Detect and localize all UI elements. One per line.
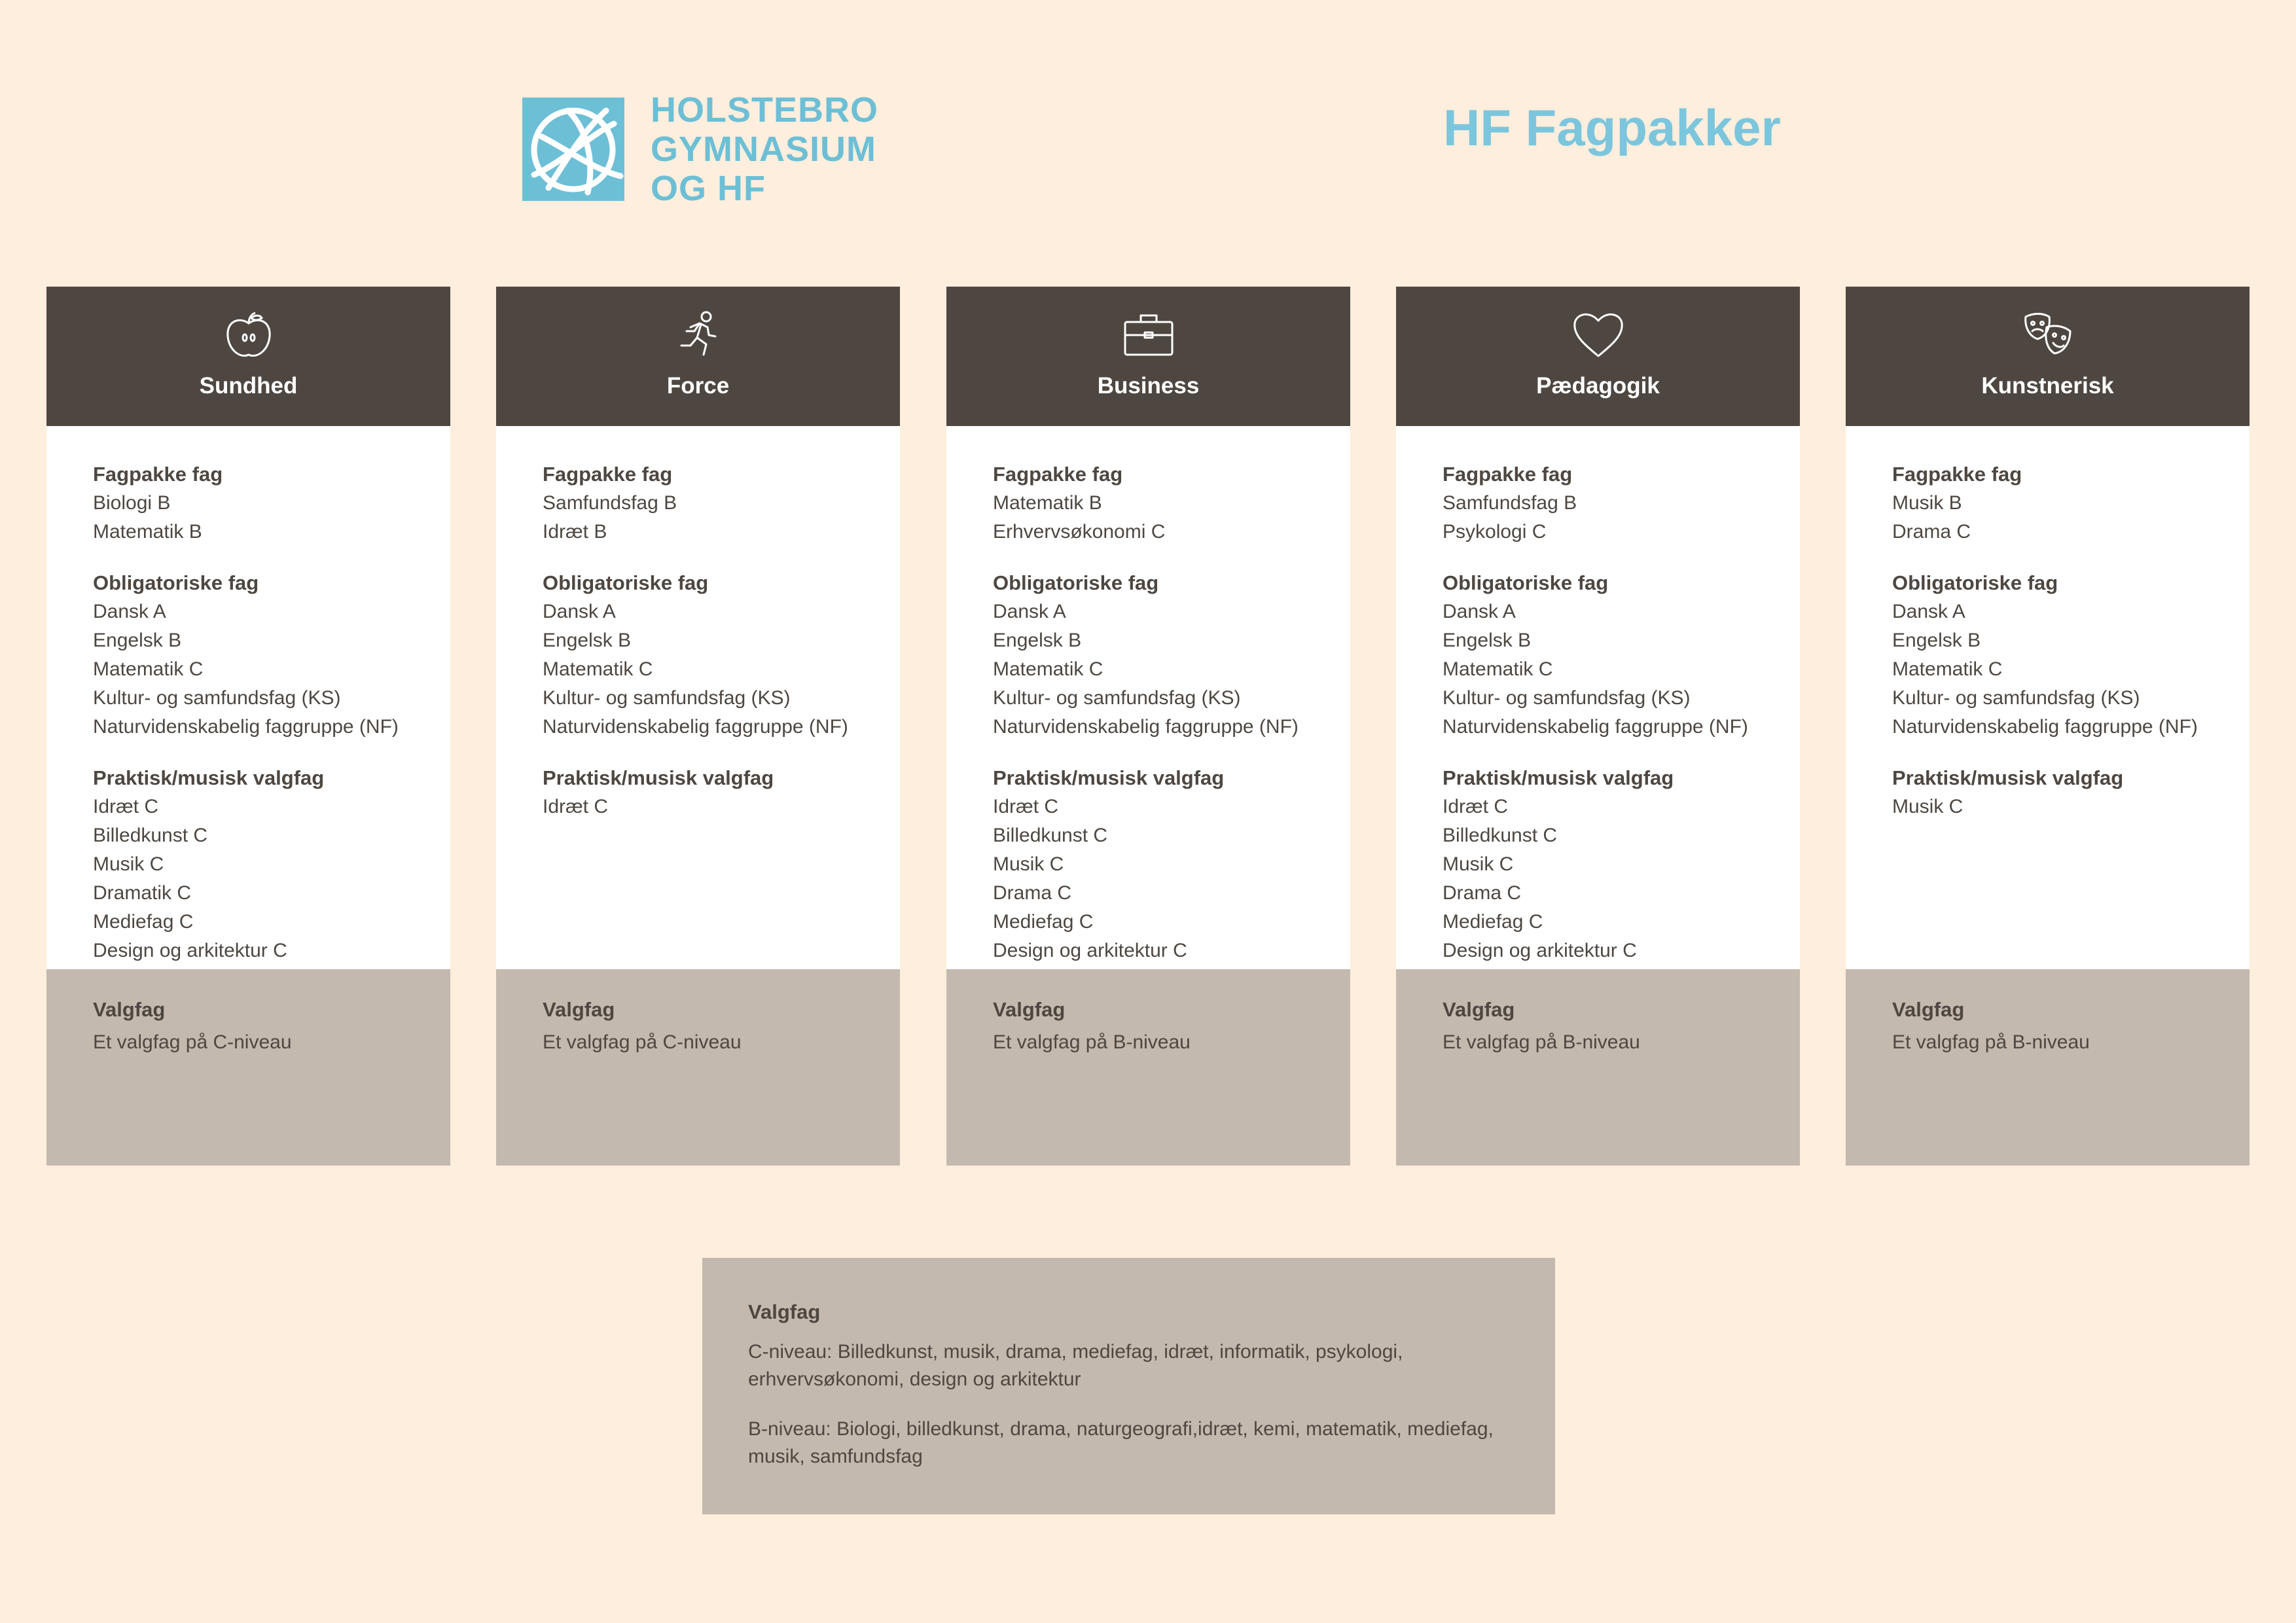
package-body <box>946 426 1350 969</box>
subject-item: Musik B <box>1892 492 1962 514</box>
package-title: Pædagogik <box>1536 373 1660 399</box>
subject-item: Engelsk B <box>93 630 182 651</box>
subject-section <box>1892 460 2250 546</box>
valgfag-text: Et valgfag på B-niveau <box>993 1031 1191 1053</box>
subject-item: Naturvidenskabelig faggruppe (NF) <box>1443 716 1748 738</box>
subject-section <box>993 569 1350 741</box>
subject-item: Kultur- og samfundsfag (KS) <box>1443 687 1691 709</box>
subject-item: Mediefag C <box>993 911 1094 933</box>
subject-section <box>993 460 1350 546</box>
section-title: Fagpakke fag <box>993 463 1123 486</box>
valgfag-text: Et valgfag på C-niveau <box>543 1031 742 1053</box>
logo-line-3: OG HF <box>651 169 766 208</box>
subject-item: Engelsk B <box>1892 630 1981 651</box>
subject-item: Dramatik C <box>93 882 192 904</box>
package-card-kunstnerisk <box>1846 287 2250 1166</box>
valgfag-text: Et valgfag på B-niveau <box>1443 1031 1640 1053</box>
theater-masks-icon <box>2020 308 2075 363</box>
subject-item: Engelsk B <box>543 630 632 651</box>
subject-item: Engelsk B <box>993 630 1082 651</box>
package-valgfag <box>46 969 450 1166</box>
subject-item: Idræt C <box>993 796 1059 817</box>
subject-item: Drama C <box>1892 521 1971 543</box>
section-title: Obligatoriske fag <box>93 571 259 594</box>
subject-item: Kultur- og samfundsfag (KS) <box>93 687 341 709</box>
subject-item: Matematik B <box>93 521 202 543</box>
subject-section <box>1443 569 1800 741</box>
subject-item: Musik C <box>1892 796 1964 817</box>
package-title: Kunstnerisk <box>1981 373 2114 399</box>
subject-section <box>993 764 1350 965</box>
package-valgfag <box>1846 969 2250 1166</box>
subject-item: Matematik C <box>543 658 653 680</box>
package-body <box>1396 426 1800 969</box>
section-title: Fagpakke fag <box>1443 463 1573 486</box>
valgfag-text: Et valgfag på C-niveau <box>93 1031 292 1053</box>
section-title: Praktisk/musisk valgfag <box>1443 766 1674 789</box>
subject-item: Idræt B <box>543 521 607 543</box>
subject-item: Psykologi C <box>1443 521 1547 543</box>
package-header <box>1396 287 1800 426</box>
subject-item: Idræt C <box>543 796 609 817</box>
section-title: Fagpakke fag <box>1892 463 2022 486</box>
apple-icon <box>221 308 276 363</box>
subject-section <box>543 569 900 741</box>
package-title: Sundhed <box>199 373 298 399</box>
subject-item: Idræt C <box>93 796 159 817</box>
subject-item: Dansk A <box>93 601 166 622</box>
subject-section <box>543 460 900 546</box>
subject-item: Matematik B <box>993 492 1102 514</box>
package-card-sundhed <box>46 287 450 1166</box>
package-valgfag <box>496 969 900 1166</box>
valgfag-b-niveau: B-niveau: Biologi, billedkunst, drama, naturgeografi,idræt, kemi, matematik, mediefag, musik, samfundsfag <box>748 1418 1494 1467</box>
logo-line-2: GYMNASIUM <box>651 130 876 169</box>
logo-line-1: HOLSTEBRO <box>651 90 879 130</box>
package-header <box>946 287 1350 426</box>
subject-item: Dansk A <box>1443 601 1516 622</box>
page-title: HF Fagpakker <box>1443 99 1781 156</box>
package-body <box>46 426 450 969</box>
section-title: Fagpakke fag <box>543 463 673 486</box>
package-title: Business <box>1097 373 1200 399</box>
subject-item: Samfundsfag B <box>1443 492 1577 514</box>
subject-item: Idræt C <box>1443 796 1509 817</box>
subject-section <box>93 460 450 546</box>
subject-item: Matematik C <box>993 658 1103 680</box>
section-title: Obligatoriske fag <box>1892 571 2058 594</box>
section-title: Obligatoriske fag <box>1443 571 1609 594</box>
valgfag-label: Valgfag <box>993 998 1066 1021</box>
subject-item: Mediefag C <box>1443 911 1543 933</box>
subject-item: Samfundsfag B <box>543 492 677 514</box>
valgfag-label: Valgfag <box>1443 998 1515 1021</box>
subject-item: Mediefag C <box>93 911 194 933</box>
package-valgfag <box>1396 969 1800 1166</box>
briefcase-icon <box>1121 308 1176 363</box>
subject-item: Musik C <box>1443 853 1514 875</box>
subject-item: Naturvidenskabelig faggruppe (NF) <box>93 716 399 738</box>
subject-item: Design og arkitektur C <box>93 940 287 961</box>
valgfag-c-niveau: C-niveau: Billedkunst, musik, drama, mediefag, idræt, informatik, psykologi, erhvervsøkonomi, design og arkitektur <box>748 1341 1403 1390</box>
subject-item: Musik C <box>93 853 164 875</box>
subject-section <box>1443 460 1800 546</box>
running-person-icon <box>671 308 726 363</box>
valgfag-label: Valgfag <box>93 998 166 1021</box>
subject-item: Matematik C <box>1443 658 1553 680</box>
subject-item: Kultur- og samfundsfag (KS) <box>993 687 1241 709</box>
subject-section <box>93 569 450 741</box>
subject-item: Billedkunst C <box>993 825 1108 846</box>
subject-item: Drama C <box>1443 882 1522 904</box>
section-title: Praktisk/musisk valgfag <box>1892 766 2124 789</box>
subject-item: Design og arkitektur C <box>993 940 1187 961</box>
valgfag-label: Valgfag <box>1892 998 1965 1021</box>
subject-item: Biologi B <box>93 492 171 514</box>
subject-item: Drama C <box>993 882 1072 904</box>
valgfag-overview-title: Valgfag <box>748 1300 821 1323</box>
valgfag-label: Valgfag <box>543 998 615 1021</box>
subject-item: Naturvidenskabelig faggruppe (NF) <box>543 716 848 738</box>
subject-item: Matematik C <box>93 658 204 680</box>
package-header <box>1846 287 2250 426</box>
subject-item: Billedkunst C <box>93 825 208 846</box>
section-title: Obligatoriske fag <box>543 571 709 594</box>
valgfag-text: Et valgfag på B-niveau <box>1892 1031 2090 1053</box>
subject-section <box>543 764 900 821</box>
subject-section <box>93 764 450 965</box>
subject-item: Naturvidenskabelig faggruppe (NF) <box>993 716 1299 738</box>
school-logo <box>522 90 878 208</box>
subject-item: Billedkunst C <box>1443 825 1558 846</box>
section-title: Praktisk/musisk valgfag <box>93 766 325 789</box>
subject-section <box>1892 569 2250 741</box>
logo-wordmark <box>651 90 878 208</box>
section-title: Fagpakke fag <box>93 463 223 486</box>
subject-item: Dansk A <box>543 601 616 622</box>
package-header <box>46 287 450 426</box>
subject-item: Design og arkitektur C <box>1443 940 1637 961</box>
subject-item: Musik C <box>993 853 1064 875</box>
subject-item: Matematik C <box>1892 658 2003 680</box>
package-valgfag <box>946 969 1350 1166</box>
subject-section <box>1443 764 1800 965</box>
subject-item: Dansk A <box>1892 601 1965 622</box>
valgfag-overview-box <box>702 1258 1555 1514</box>
section-title: Praktisk/musisk valgfag <box>543 766 774 789</box>
subject-item: Kultur- og samfundsfag (KS) <box>543 687 791 709</box>
package-title: Force <box>666 373 730 399</box>
package-card-paedagogik <box>1396 287 1800 1166</box>
globe-logo-icon <box>522 98 624 201</box>
package-body <box>1846 426 2250 969</box>
package-card-force <box>496 287 900 1166</box>
subject-item: Kultur- og samfundsfag (KS) <box>1892 687 2140 709</box>
subject-item: Engelsk B <box>1443 630 1532 651</box>
heart-icon <box>1571 308 1626 363</box>
package-body <box>496 426 900 969</box>
package-header <box>496 287 900 426</box>
section-title: Praktisk/musisk valgfag <box>993 766 1225 789</box>
subject-item: Dansk A <box>993 601 1066 622</box>
section-title: Obligatoriske fag <box>993 571 1159 594</box>
package-card-business <box>946 287 1350 1166</box>
subject-section <box>1892 764 2250 821</box>
subject-item: Erhvervsøkonomi C <box>993 521 1166 543</box>
subject-item: Naturvidenskabelig faggruppe (NF) <box>1892 716 2198 738</box>
